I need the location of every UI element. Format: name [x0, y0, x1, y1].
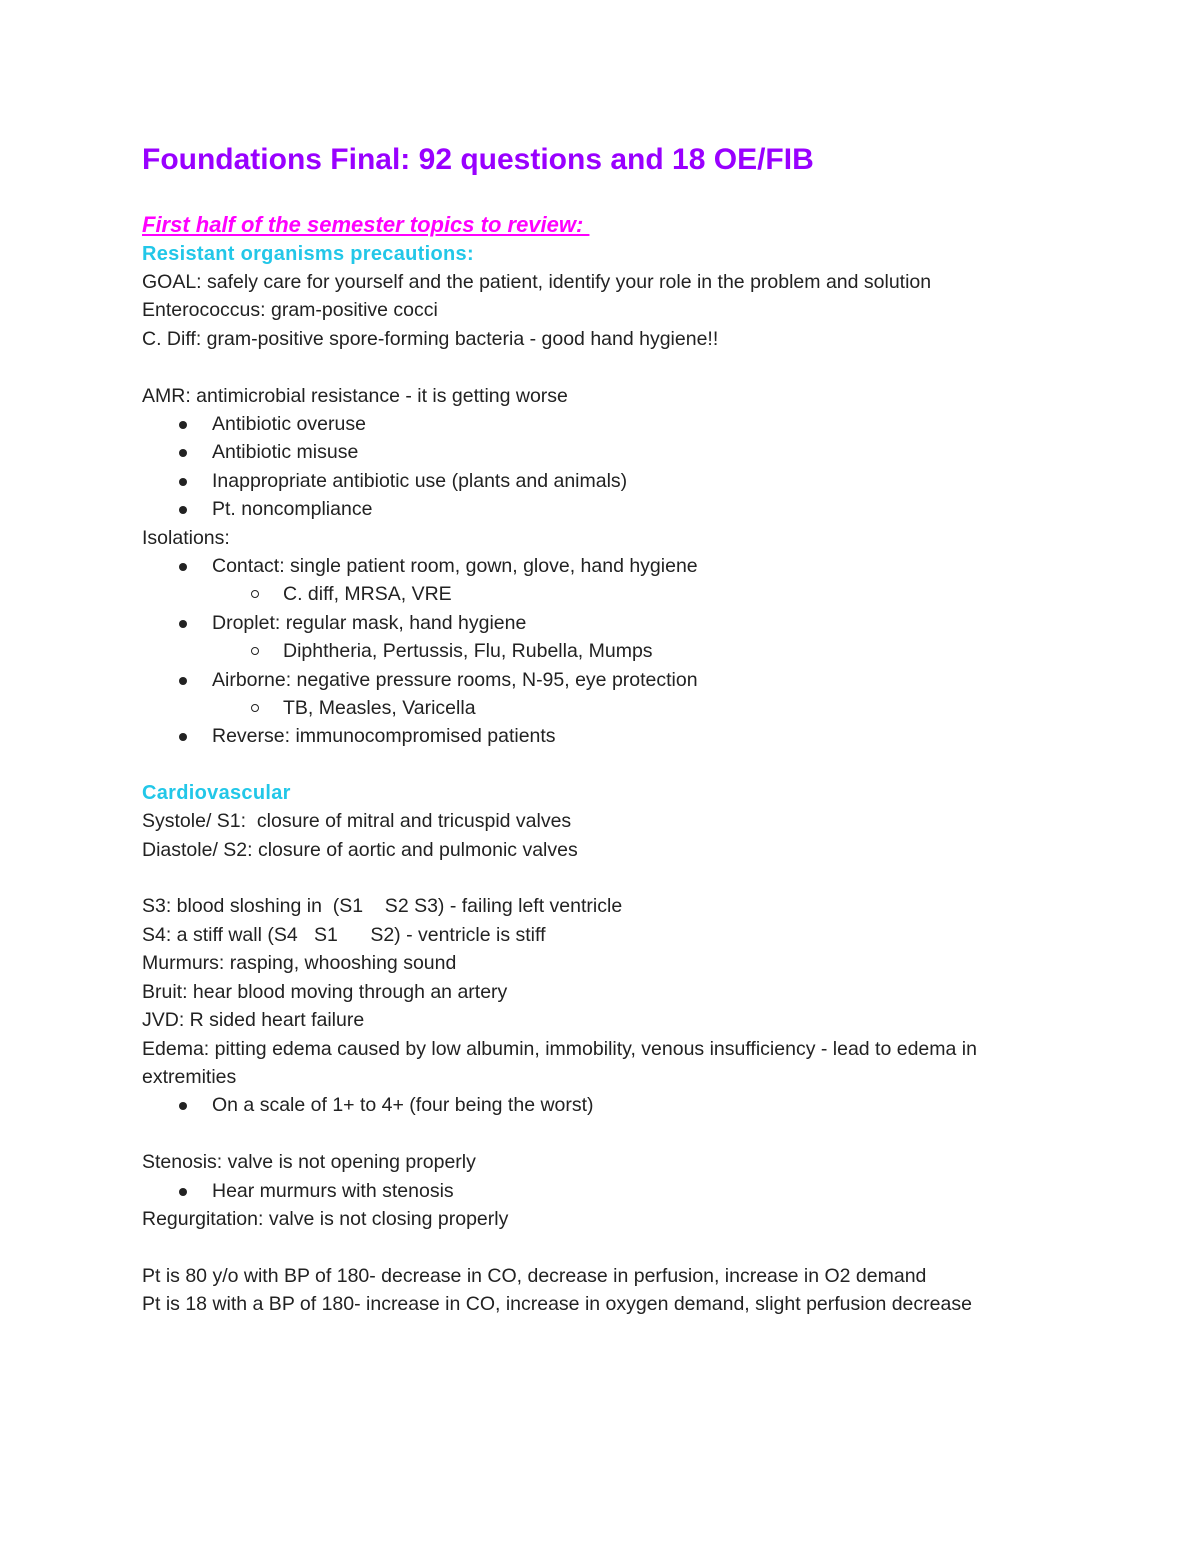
edema-list — [142, 1091, 1062, 1119]
sub-list-item: C. diff, MRSA, VRE — [142, 580, 1062, 608]
isolations-label: Isolations: — [142, 526, 230, 549]
list-item: Hear murmurs with stenosis — [142, 1177, 1062, 1205]
list-item: Contact: single patient room, gown, glove, hand hygiene — [142, 552, 1062, 580]
jvd-line: JVD: R sided heart failure — [142, 1009, 365, 1032]
cdiff-line: C. Diff: gram-positive spore-forming bacteria - good hand hygiene!! — [142, 327, 719, 350]
systole-line: Systole/ S1: closure of mitral and tricuspid valves — [142, 810, 572, 833]
amr-list — [142, 410, 1062, 524]
isolations-list — [142, 552, 1062, 751]
sub-list-item: Diphtheria, Pertussis, Flu, Rubella, Mumps — [142, 637, 1062, 665]
goal-line: GOAL: safely care for yourself and the patient, identify your role in the problem and solution — [142, 271, 932, 293]
list-item: Inappropriate antibiotic use (plants and animals) — [142, 467, 1062, 495]
s3-line: S3: blood sloshing in (S1 S2 S3) - failing left ventricle — [142, 895, 623, 918]
list-item: Reverse: immunocompromised patients — [142, 722, 1062, 750]
bruit-line: Bruit: hear blood moving through an artery — [142, 980, 508, 1003]
list-item: Pt. noncompliance — [142, 495, 1062, 523]
s4-line: S4: a stiff wall (S4 S1 S2) - ventricle is stiff — [142, 923, 546, 946]
enterococcus-line: Enterococcus: gram-positive cocci — [142, 299, 438, 322]
list-item: Airborne: negative pressure rooms, N-95, eye protection — [142, 666, 1062, 694]
diastole-line: Diastole/ S2: closure of aortic and pulmonic valves — [142, 838, 578, 861]
murmurs-line: Murmurs: rasping, whooshing sound — [142, 952, 457, 975]
document-body — [142, 140, 1062, 1319]
section-heading-resistant: Resistant organisms precautions: — [142, 243, 474, 265]
regurgitation-line: Regurgitation: valve is not closing properly — [142, 1207, 509, 1230]
list-item: Antibiotic misuse — [142, 438, 1062, 466]
list-item: On a scale of 1+ to 4+ (four being the worst) — [142, 1091, 1062, 1119]
list-item: Antibiotic overuse — [142, 410, 1062, 438]
list-item: Droplet: regular mask, hand hygiene — [142, 609, 1062, 637]
section-heading-cardiovascular: Cardiovascular — [142, 782, 291, 805]
stenosis-list — [142, 1177, 1062, 1205]
subheading: First half of the semester topics to review: — [142, 212, 590, 237]
page-title: Foundations Final: 92 questions and 18 OE/FIB — [142, 143, 814, 176]
amr-line: AMR: antimicrobial resistance - it is getting worse — [142, 384, 568, 407]
pt80-line: Pt is 80 y/o with BP of 180- decrease in CO, decrease in perfusion, increase in O2 demand — [142, 1264, 927, 1287]
edema-line: Edema: pitting edema caused by low albumin, immobility, venous insufficiency - lead to edema in extremities — [142, 1037, 977, 1088]
stenosis-line: Stenosis: valve is not opening properly — [142, 1151, 476, 1174]
pt18-line: Pt is 18 with a BP of 180- increase in CO, increase in oxygen demand, slight perfusion decrease — [142, 1293, 972, 1316]
sub-list-item: TB, Measles, Varicella — [142, 694, 1062, 722]
